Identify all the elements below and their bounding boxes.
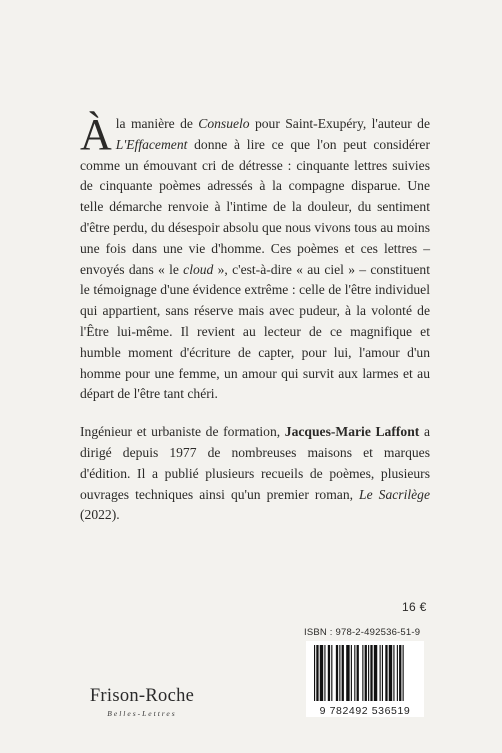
italic-title: L'Effacement bbox=[115, 136, 188, 152]
text-run: pour Saint-Exupéry, l'auteur de bbox=[249, 116, 430, 131]
italic-title: Consuelo bbox=[198, 116, 250, 131]
publisher-name: Frison-Roche bbox=[89, 686, 195, 706]
barcode-icon bbox=[306, 641, 424, 703]
text-run: a dirigé depuis 1977 de nombreuses maisons et marques d'édition. Il a publié plusieurs recueils de poèmes, plusieurs ouvrages techniques ainsi qu'un premier roman, bbox=[80, 424, 430, 502]
price: 16 € bbox=[402, 600, 427, 614]
blurb-paragraph bbox=[80, 110, 430, 405]
author-name: Jacques-Marie Laffont bbox=[284, 424, 420, 440]
text-run: (2022). bbox=[80, 507, 120, 523]
back-cover-text bbox=[80, 110, 430, 526]
publisher-imprint: Belles-Lettres bbox=[107, 709, 177, 718]
text-run: Ingénieur et urbaniste de formation, bbox=[80, 424, 285, 440]
italic-word: cloud bbox=[183, 261, 214, 277]
isbn: ISBN : 978-2-492536-51-9 bbox=[304, 627, 421, 638]
author-bio bbox=[80, 422, 430, 526]
publisher-logo bbox=[78, 686, 206, 718]
italic-title: Le Sacrilège bbox=[359, 486, 430, 502]
text-run: la manière de bbox=[115, 116, 199, 131]
barcode-digits: 9 782492 536519 bbox=[319, 705, 411, 717]
text-run: donne à lire ce que l'on peut considérer comme un émouvant cri de détresse : cinquante lettres suivies de cinquante poèmes adressés à la compagne disparue. Une telle démarche renvoie à l'intime de la douleur, du sentiment d'être perdu, du désespoir absolu que nous vivons tous au moins une fois dans une vie d'homme. Ces poèmes et ces lettres – envoyés dans « le bbox=[80, 136, 430, 277]
drop-cap: À bbox=[80, 110, 112, 159]
text-run: », c'est-à-dire « au ciel » – constituent le témoignage d'une évidence extrême : celle de l'être individuel qui appartient, sans réserve mais avec pudeur, à la volonté de l'Être lui-même. Il revient au lecteur de ce magnifique et humble moment d'écriture de capter, pour lui, l'amour d'un homme pour une femme, un amour qui survit aux larmes et au départ de l'être tant chéri. bbox=[80, 261, 430, 402]
barcode bbox=[306, 641, 424, 717]
